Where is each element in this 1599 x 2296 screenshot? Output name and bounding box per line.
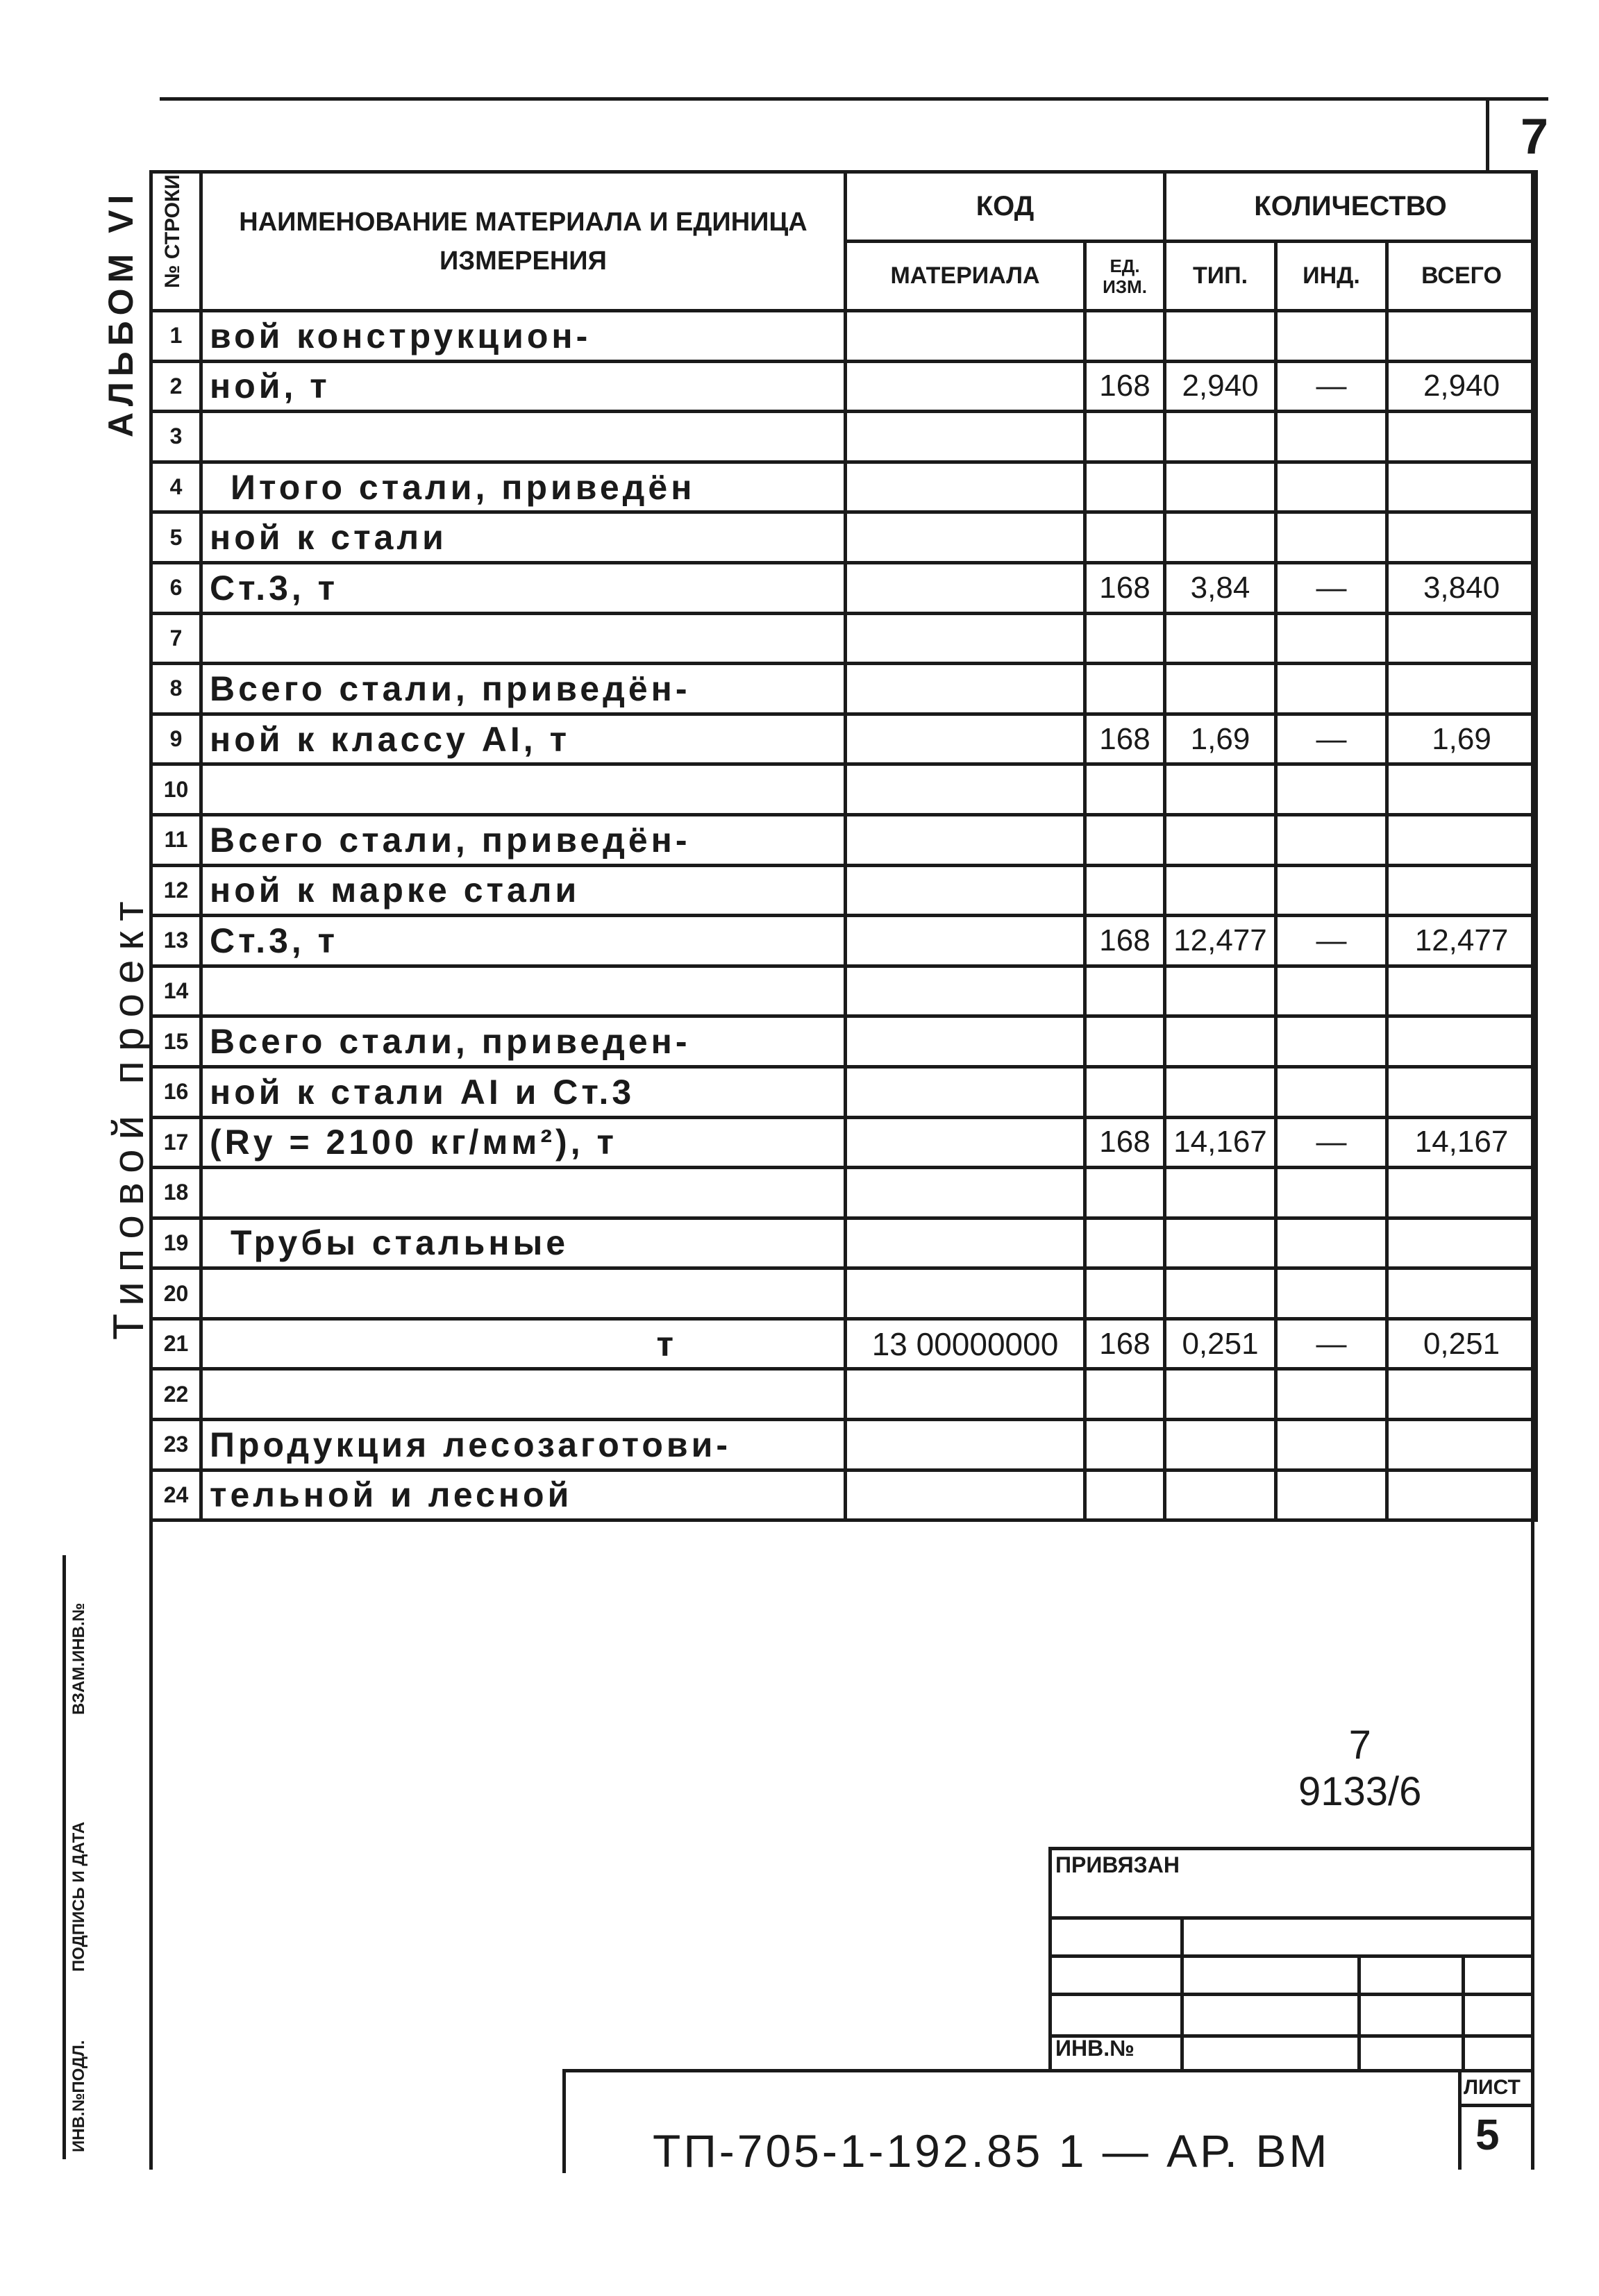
qty-individual-cell [1276, 1168, 1387, 1218]
row-number-cell: 10 [151, 764, 201, 815]
material-name-cell: Всего стали, приведён- [201, 814, 846, 865]
stamp-col-1 [1180, 1916, 1184, 2072]
table-row [151, 1369, 1537, 1420]
qty-total-cell [1387, 613, 1537, 664]
header-row-1 [151, 172, 1537, 242]
qty-individual-cell [1276, 764, 1387, 815]
table-row [151, 1168, 1537, 1218]
sheet-value: 5 [1475, 2111, 1500, 2159]
qty-total-cell: 3,840 [1387, 562, 1537, 613]
material-code-cell [846, 1420, 1085, 1470]
unit-code-cell [1085, 966, 1165, 1016]
material-code-cell [846, 311, 1085, 362]
qty-individual-header: ИНД. [1276, 242, 1387, 311]
qty-typical-cell [1165, 1268, 1276, 1319]
qty-typical-cell: 3,84 [1165, 562, 1276, 613]
table-row [151, 916, 1537, 966]
row-number-cell: 3 [151, 412, 201, 462]
row-number-cell: 12 [151, 865, 201, 916]
corner-box-left-line [1486, 97, 1489, 170]
table-row [151, 1066, 1537, 1117]
unit-code-cell [1085, 1168, 1165, 1218]
qty-typical-cell [1165, 512, 1276, 563]
material-name-cell: ной, т [201, 361, 846, 412]
qty-total-cell [1387, 1470, 1537, 1520]
qty-individual-cell [1276, 462, 1387, 512]
qty-typical-cell [1165, 1369, 1276, 1420]
unit-code-cell [1085, 412, 1165, 462]
material-name-cell: ной к стали [201, 512, 846, 563]
qty-total-cell [1387, 462, 1537, 512]
qty-individual-cell [1276, 664, 1387, 714]
table-row [151, 613, 1537, 664]
qty-typical-cell: 2,940 [1165, 361, 1276, 412]
row-number-cell: 16 [151, 1066, 201, 1117]
qty-individual-cell [1276, 1268, 1387, 1319]
row-number-cell: 21 [151, 1318, 201, 1369]
qty-total-cell [1387, 814, 1537, 865]
row-number-cell: 20 [151, 1268, 201, 1319]
table-row [151, 865, 1537, 916]
qty-individual-cell: — [1276, 916, 1387, 966]
row-number-cell: 19 [151, 1218, 201, 1268]
drawing-code: ТП-705-1-192.85 1 — АР. ВМ [653, 2125, 1330, 2177]
qty-total-cell [1387, 1268, 1537, 1319]
unit-code-cell [1085, 764, 1165, 815]
qty-individual-cell [1276, 1218, 1387, 1268]
unit-code-cell [1085, 1369, 1165, 1420]
album-label: АЛЬБОМ VI [101, 189, 140, 437]
document-number-top: 7 [1348, 1723, 1371, 1768]
table-row [151, 1218, 1537, 1268]
unit-code-cell: 168 [1085, 361, 1165, 412]
qty-individual-cell [1276, 1066, 1387, 1117]
qty-typical-cell: 1,69 [1165, 714, 1276, 764]
material-name-cell: Продукция лесозаготови- [201, 1420, 846, 1470]
stamp-col-3 [1462, 1954, 1465, 2072]
qty-total-cell [1387, 1168, 1537, 1218]
qty-typical-cell [1165, 1066, 1276, 1117]
row-number-cell: 1 [151, 311, 201, 362]
material-code-cell [846, 664, 1085, 714]
row-number-cell: 11 [151, 814, 201, 865]
row-number-cell: 6 [151, 562, 201, 613]
unit-code-cell [1085, 1470, 1165, 1520]
material-code-cell [846, 1016, 1085, 1067]
qty-total-header: ВСЕГО [1387, 242, 1537, 311]
material-code-cell [846, 361, 1085, 412]
material-code-cell [846, 764, 1085, 815]
unit-code-cell: 168 [1085, 714, 1165, 764]
project-label: Типовой проект [105, 891, 153, 1340]
corner-page-number: 7 [1520, 109, 1549, 165]
top-frame-line [160, 97, 1548, 101]
document-number [1298, 1722, 1421, 1815]
qty-typical-cell [1165, 1016, 1276, 1067]
qty-typical-cell [1165, 1168, 1276, 1218]
material-code-cell [846, 916, 1085, 966]
qty-individual-cell: — [1276, 562, 1387, 613]
unit-code-cell [1085, 462, 1165, 512]
qty-typical-cell [1165, 613, 1276, 664]
qty-individual-cell [1276, 512, 1387, 563]
qty-typical-cell [1165, 1420, 1276, 1470]
qty-individual-cell [1276, 814, 1387, 865]
row-number-cell: 7 [151, 613, 201, 664]
table-row [151, 764, 1537, 815]
row-number-cell: 4 [151, 462, 201, 512]
row-number-cell: 23 [151, 1420, 201, 1470]
unit-code-cell: 168 [1085, 1117, 1165, 1168]
row-number-cell: 15 [151, 1016, 201, 1067]
unit-code-cell [1085, 1218, 1165, 1268]
qty-total-cell: 2,940 [1387, 361, 1537, 412]
spec-body [151, 311, 1537, 1520]
material-name-cell [201, 1168, 846, 1218]
material-name-cell: Всего стали, приведен- [201, 1016, 846, 1067]
qty-typical-cell [1165, 462, 1276, 512]
table-row [151, 1016, 1537, 1067]
material-name-cell: Ст.3, т [201, 562, 846, 613]
unit-code-cell [1085, 613, 1165, 664]
qty-total-cell [1387, 412, 1537, 462]
qty-total-cell [1387, 865, 1537, 916]
qty-typical-cell [1165, 865, 1276, 916]
material-name-cell: т [201, 1318, 846, 1369]
stamp-line-1 [1052, 1916, 1534, 1920]
qty-total-cell: 12,477 [1387, 916, 1537, 966]
table-row [151, 412, 1537, 462]
qty-individual-cell [1276, 613, 1387, 664]
material-name-cell: Итого стали, приведён [201, 462, 846, 512]
table-row [151, 714, 1537, 764]
material-code-cell: 13 00000000 [846, 1318, 1085, 1369]
code-header: КОД [846, 172, 1165, 242]
table-row [151, 1117, 1537, 1168]
material-name-cell [201, 966, 846, 1016]
material-name-cell: Ст.3, т [201, 916, 846, 966]
qty-typical-cell [1165, 664, 1276, 714]
material-name-cell: ной к классу АI, т [201, 714, 846, 764]
qty-total-cell: 14,167 [1387, 1117, 1537, 1168]
qty-total-cell [1387, 1420, 1537, 1470]
document-number-main: 9133/6 [1298, 1769, 1422, 1814]
table-row [151, 1268, 1537, 1319]
material-name-cell [201, 613, 846, 664]
material-name-cell [201, 764, 846, 815]
qty-individual-cell: — [1276, 361, 1387, 412]
table-row [151, 814, 1537, 865]
material-code-cell [846, 512, 1085, 563]
bottom-frame-left-tick [562, 2069, 566, 2173]
quantity-header: КОЛИЧЕСТВО [1165, 172, 1537, 242]
table-row [151, 562, 1537, 613]
unit-code-cell [1085, 865, 1165, 916]
stamp-label-inv: ИНВ.№ПОДЛ. [69, 2040, 88, 2152]
material-code-cell [846, 814, 1085, 865]
material-code-cell [846, 412, 1085, 462]
row-number-header-label: № СТРОКИ [161, 174, 184, 288]
unit-code-cell: 168 [1085, 562, 1165, 613]
row-number-cell: 2 [151, 361, 201, 412]
qty-individual-cell [1276, 865, 1387, 916]
code-material-header: МАТЕРИАЛА [846, 242, 1085, 311]
unit-code-cell [1085, 1268, 1165, 1319]
qty-individual-cell: — [1276, 1318, 1387, 1369]
material-name-cell: Трубы стальные [201, 1218, 846, 1268]
stamp-inv-label: ИНВ.№ [1055, 2036, 1135, 2061]
row-number-cell: 14 [151, 966, 201, 1016]
material-name-cell: ной к марке стали [201, 865, 846, 916]
sheet-label: ЛИСТ [1464, 2076, 1521, 2099]
unit-code-cell [1085, 1016, 1165, 1067]
unit-code-cell: 168 [1085, 916, 1165, 966]
row-number-cell: 22 [151, 1369, 201, 1420]
qty-individual-cell [1276, 1369, 1387, 1420]
qty-typical-cell [1165, 1470, 1276, 1520]
qty-typical-cell: 14,167 [1165, 1117, 1276, 1168]
qty-typical-header: ТИП. [1165, 242, 1276, 311]
material-code-cell [846, 562, 1085, 613]
material-name-header: НАИМЕНОВАНИЕ МАТЕРИАЛА И ЕДИНИЦА ИЗМЕРЕНИЯ [201, 172, 846, 311]
material-code-cell [846, 966, 1085, 1016]
qty-total-cell [1387, 512, 1537, 563]
stamp-col-2 [1357, 1954, 1361, 2072]
qty-individual-cell [1276, 1016, 1387, 1067]
qty-typical-cell [1165, 966, 1276, 1016]
qty-total-cell [1387, 1066, 1537, 1117]
qty-total-cell: 0,251 [1387, 1318, 1537, 1369]
row-number-cell: 24 [151, 1470, 201, 1520]
qty-individual-cell: — [1276, 714, 1387, 764]
material-code-cell [846, 1117, 1085, 1168]
material-spec-table [149, 170, 1538, 1522]
unit-code-cell [1085, 512, 1165, 563]
material-code-cell [846, 462, 1085, 512]
material-code-cell [846, 714, 1085, 764]
table-row [151, 966, 1537, 1016]
material-code-cell [846, 865, 1085, 916]
material-code-cell [846, 1470, 1085, 1520]
qty-typical-cell [1165, 311, 1276, 362]
table-row [151, 462, 1537, 512]
stamp-label-sign: ПОДПИСЬ И ДАТА [69, 1821, 88, 1972]
qty-total-cell [1387, 311, 1537, 362]
qty-total-cell [1387, 664, 1537, 714]
qty-typical-cell: 0,251 [1165, 1318, 1276, 1369]
stamp-label-replace: ВЗАМ.ИНВ.№ [69, 1602, 88, 1715]
row-number-cell: 5 [151, 512, 201, 563]
material-code-cell [846, 1268, 1085, 1319]
unit-code-cell [1085, 814, 1165, 865]
stamp-attached-label: ПРИВЯЗАН [1055, 1852, 1180, 1877]
unit-code-cell [1085, 664, 1165, 714]
qty-individual-cell [1276, 1470, 1387, 1520]
material-name-cell [201, 412, 846, 462]
material-name-cell [201, 1268, 846, 1319]
material-code-cell [846, 613, 1085, 664]
table-row [151, 1420, 1537, 1470]
unit-code-cell [1085, 1420, 1165, 1470]
qty-typical-cell [1165, 412, 1276, 462]
table-row [151, 664, 1537, 714]
material-code-cell [846, 1369, 1085, 1420]
qty-total-cell [1387, 966, 1537, 1016]
table-row [151, 1318, 1537, 1369]
table-row [151, 311, 1537, 362]
material-code-cell [846, 1066, 1085, 1117]
qty-typical-cell [1165, 1218, 1276, 1268]
qty-total-cell [1387, 764, 1537, 815]
material-name-cell [201, 1369, 846, 1420]
qty-individual-cell: — [1276, 1117, 1387, 1168]
qty-typical-cell [1165, 814, 1276, 865]
qty-total-cell: 1,69 [1387, 714, 1537, 764]
material-name-cell: Всего стали, приведён- [201, 664, 846, 714]
material-name-cell: ной к стали АI и Ст.3 [201, 1066, 846, 1117]
qty-total-cell [1387, 1218, 1537, 1268]
row-number-cell: 13 [151, 916, 201, 966]
table-row [151, 512, 1537, 563]
material-name-cell: (Ry = 2100 кг/мм²), т [201, 1117, 846, 1168]
unit-code-cell: 168 [1085, 1318, 1165, 1369]
qty-typical-cell [1165, 764, 1276, 815]
material-name-cell: тельной и лесной [201, 1470, 846, 1520]
table-row [151, 361, 1537, 412]
unit-code-cell [1085, 1066, 1165, 1117]
row-number-cell: 9 [151, 714, 201, 764]
qty-individual-cell [1276, 1420, 1387, 1470]
row-number-cell: 17 [151, 1117, 201, 1168]
bottom-frame-line [562, 2069, 1534, 2072]
qty-typical-cell: 12,477 [1165, 916, 1276, 966]
qty-total-cell [1387, 1369, 1537, 1420]
table-row [151, 1470, 1537, 1520]
material-code-cell [846, 1218, 1085, 1268]
qty-individual-cell [1276, 412, 1387, 462]
row-number-cell: 18 [151, 1168, 201, 1218]
material-code-cell [846, 1168, 1085, 1218]
side-stamp-line [62, 1555, 66, 2159]
qty-individual-cell [1276, 966, 1387, 1016]
qty-individual-cell [1276, 311, 1387, 362]
sheet-box-divider [1462, 2104, 1534, 2107]
code-unit-header: ЕД. ИЗМ. [1085, 242, 1165, 311]
unit-code-cell [1085, 311, 1165, 362]
row-number-cell: 8 [151, 664, 201, 714]
qty-total-cell [1387, 1016, 1537, 1067]
material-name-cell: вой конструкцион- [201, 311, 846, 362]
